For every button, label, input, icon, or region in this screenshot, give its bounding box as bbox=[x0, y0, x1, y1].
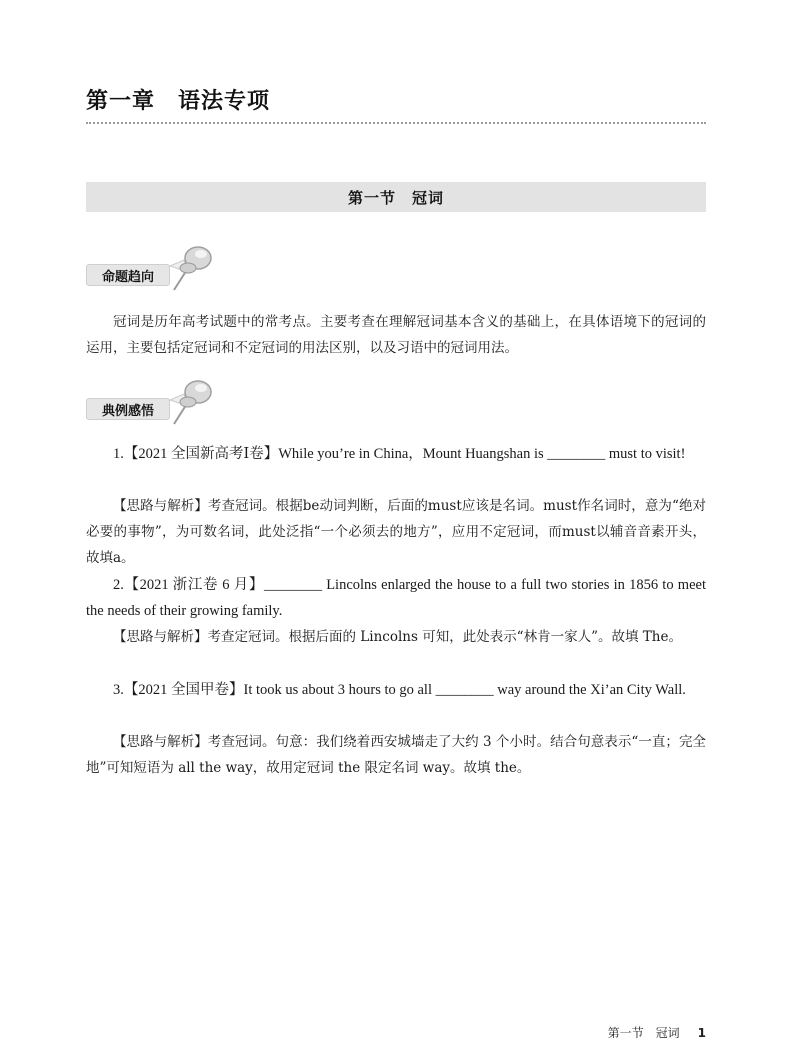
tag-examples bbox=[86, 392, 216, 422]
tag-trend bbox=[86, 258, 216, 288]
analysis-3: 【思路与解析】考查冠词。句意：我们绕着西安城墙走了大约 3 个小时。结合句意表示“一直；完全地”可知短语为 all the way，故用定冠词 the 限定名词 way。故填 the。 bbox=[86, 734, 706, 776]
question-1: 1.【2021 全国新高考Ⅰ卷】While you’re in China，Mount Huangshan is ________ must to visit! bbox=[113, 446, 686, 462]
page-number: 1 bbox=[697, 1026, 706, 1040]
chapter-title: 第一章 语法专项 bbox=[86, 89, 271, 114]
question-3: 3.【2021 全国甲卷】It took us about 3 hours to go all ________ way around the Xi’an City Wall. bbox=[113, 682, 686, 698]
chapter-divider bbox=[86, 122, 706, 124]
section-title: 第一节 冠词 bbox=[347, 188, 444, 207]
question-2: 2.【2021 浙江卷 6 月】________ Lincolns enlarged the house to a full two stories in 1856 to meet the needs of their growing family. bbox=[86, 577, 706, 619]
analysis-1: 【思路与解析】考查冠词。根据be动词判断，后面的must应该是名词。must作名词时，意为“绝对必要的事物”，为可数名词，此处泛指“一个必须去的地方”，应用不定冠词，而must以辅音音素开头，故填a。 bbox=[86, 498, 706, 566]
analysis-2: 【思路与解析】考查定冠词。根据后面的 Lincolns 可知，此处表示“林肯一家人”。故填 The。 bbox=[113, 629, 682, 645]
pushpin-icon bbox=[166, 372, 220, 430]
intro-paragraph: 冠词是历年高考试题中的常考点。主要考查在理解冠词基本含义的基础上，在具体语境下的冠词的运用，主要包括定冠词和不定冠词的用法区别，以及习语中的冠词用法。 bbox=[86, 314, 706, 356]
page-footer bbox=[608, 1024, 706, 1041]
tag-examples-label: 典例感悟 bbox=[86, 398, 170, 420]
section-header-bar bbox=[86, 182, 706, 212]
footer-section-title: 第一节 冠词 bbox=[607, 1026, 680, 1040]
tag-trend-label: 命题趋向 bbox=[86, 264, 170, 286]
pushpin-icon bbox=[166, 238, 220, 296]
